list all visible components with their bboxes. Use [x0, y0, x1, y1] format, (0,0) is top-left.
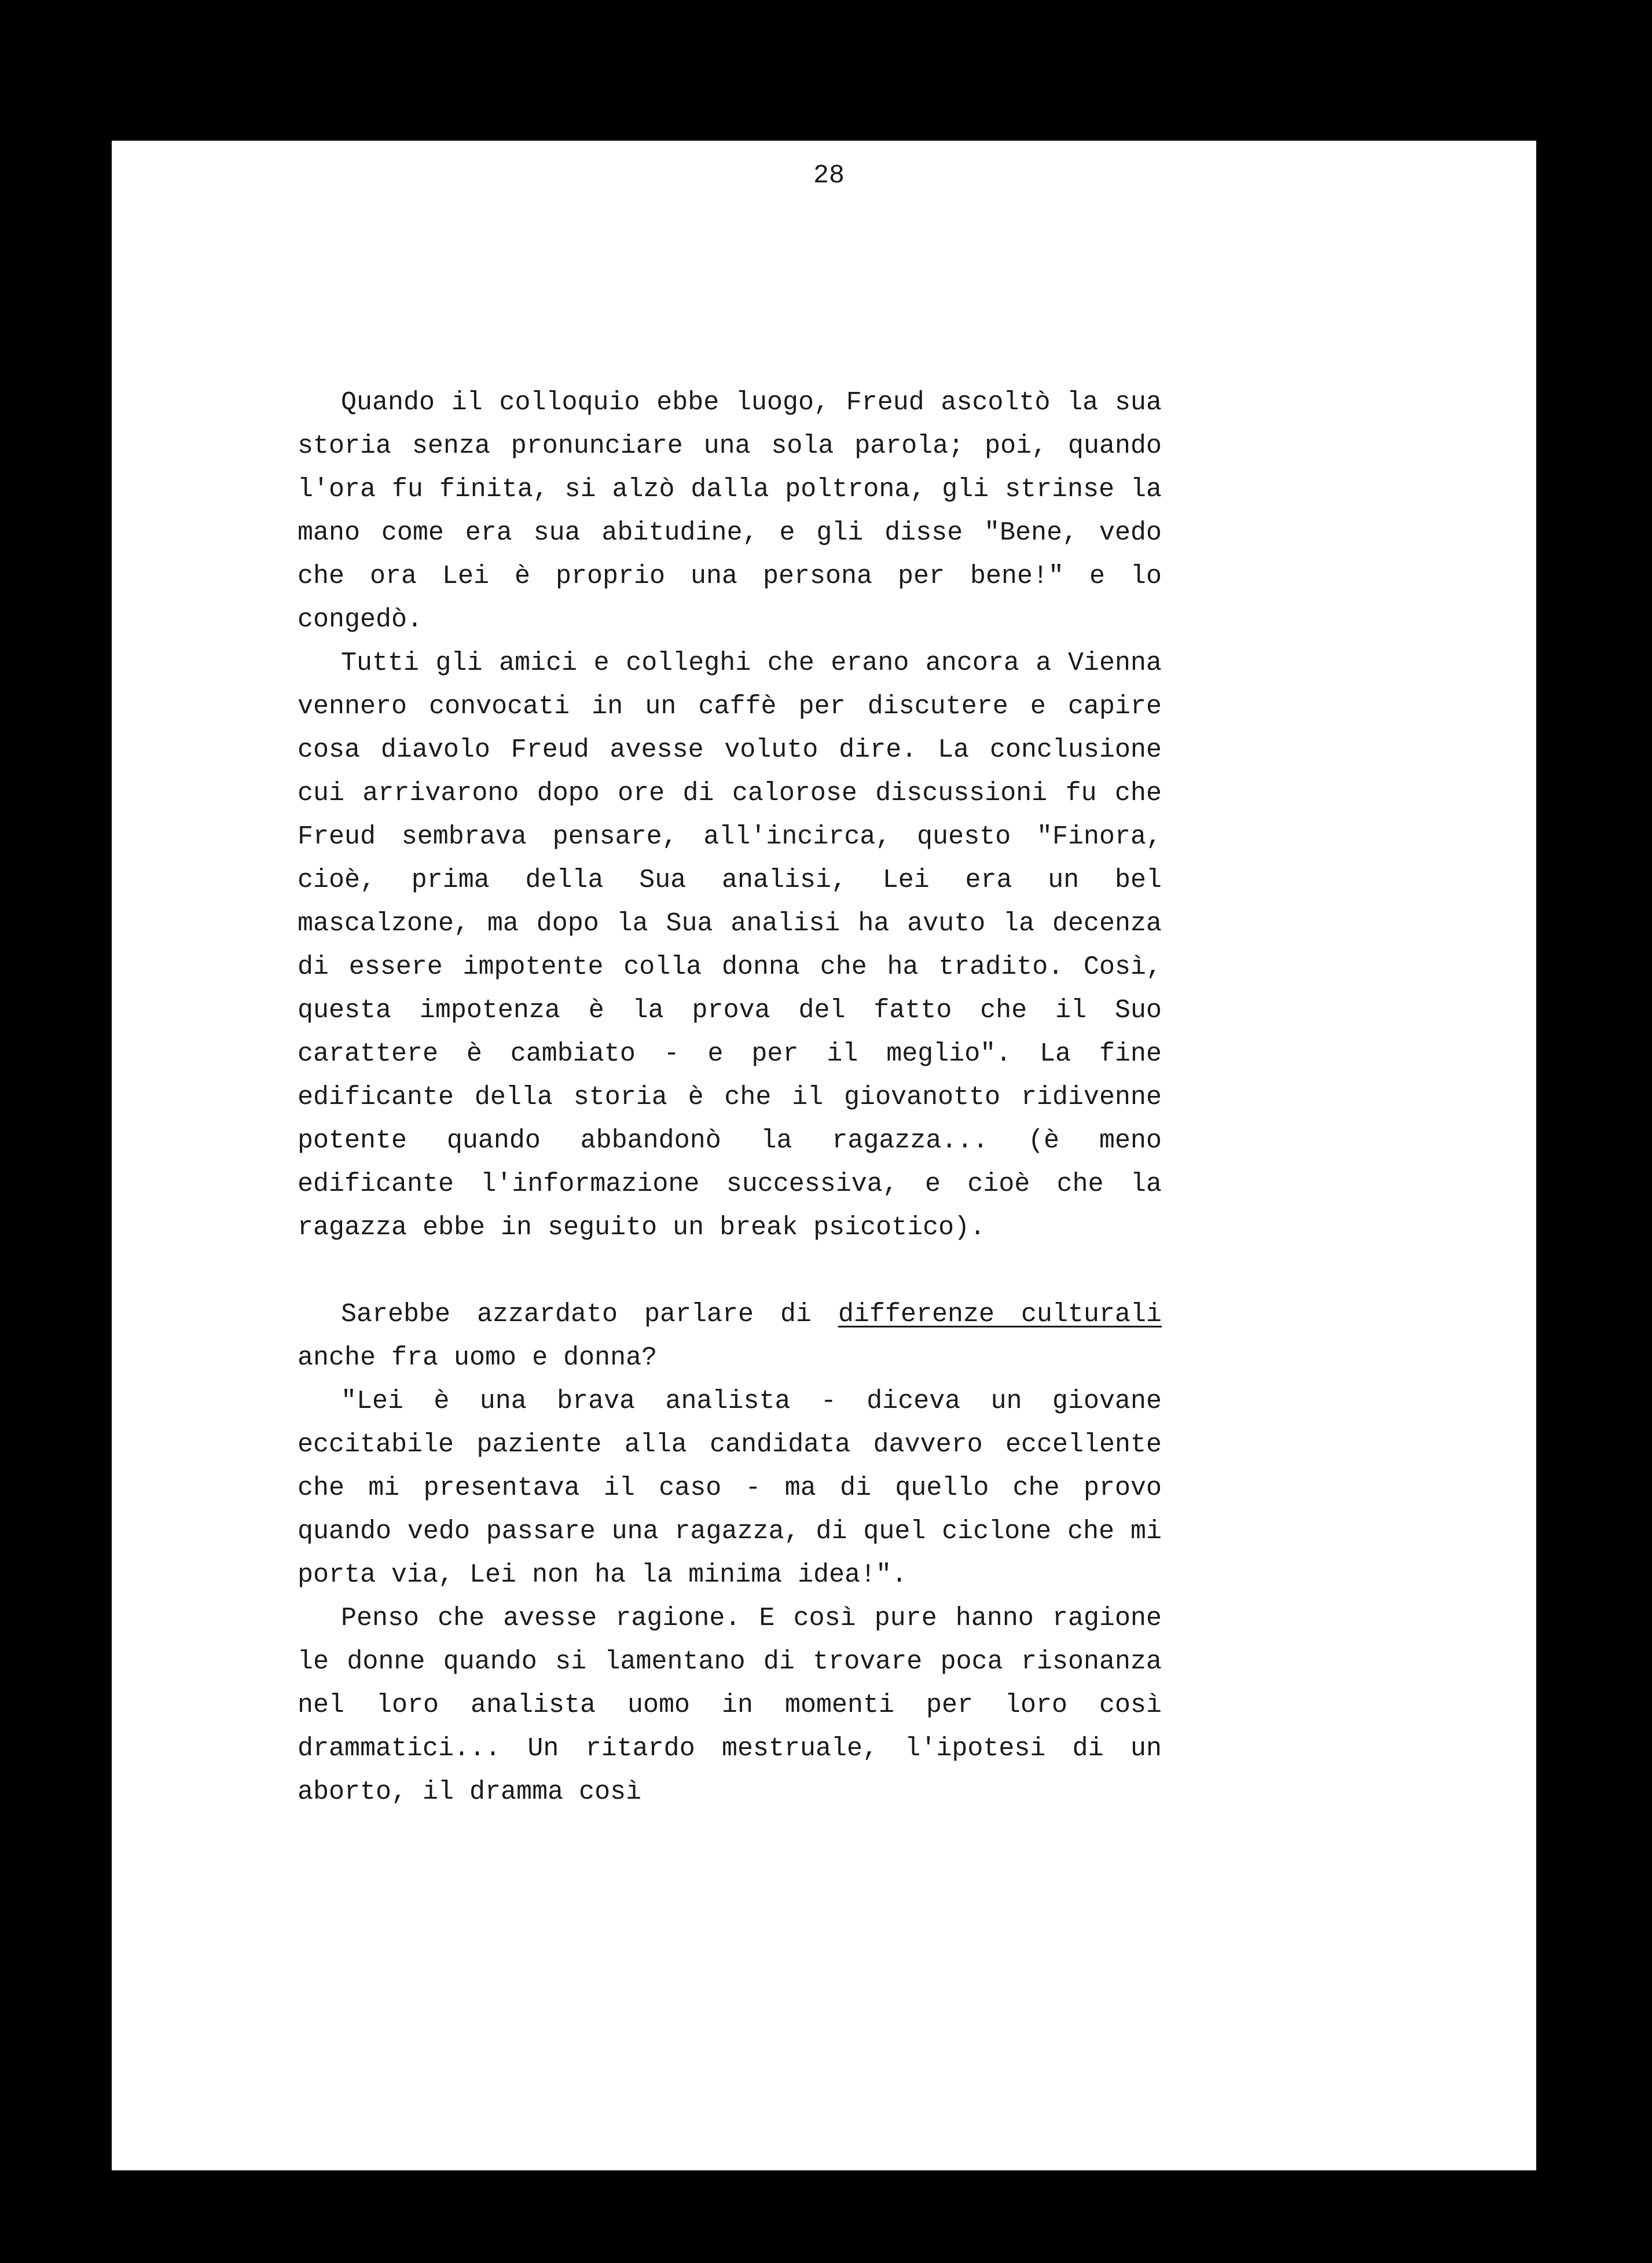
- paragraph-4: Penso che avesse ragione. E così pure hanno ragione le donne quando si lamentano di trovare poca risonanza nel loro analista uomo in momenti per loro così drammatici... Un ritardo mestruale, l'ipotesi di un aborto, il dramma così: [298, 1604, 1162, 1807]
- paragraph-2: Tutti gli amici e colleghi che erano ancora a Vienna vennero convocati in un caffè per discutere e capire cosa diavolo Freud avesse voluto dire. La conclusione cui arrivarono dopo ore di calorose discussioni fu che Freud sembrava pensare, all'incirca, questo "Finora, cioè, prima della Sua analisi, Lei era un bel mascalzone, ma dopo la Sua analisi ha avuto la decenza di essere impotente colla donna che ha tradito. Così, questa impotenza è la prova del fatto che il Suo carattere è cambiato - e per il meglio". La fine edificante della storia è che il giovanotto ridivenne potente quando abbandonò la ragazza... (è meno edificante l'informazione successiva, e cioè che la ragazza ebbe in seguito un break psicotico).: [298, 648, 1162, 1242]
- question-after: anche fra uomo e donna?: [298, 1343, 658, 1373]
- paragraph-1: Quando il colloquio ebbe luogo, Freud ascoltò la sua storia senza pronunciare una sola parola; poi, quando l'ora fu finita, si alzò dalla poltrona, gli strinse la mano come era sua abitudine, e gli disse "Bene, vedo che ora Lei è proprio una persona per bene!" e lo congedò.: [298, 388, 1162, 634]
- paragraph-3: "Lei è una brava analista - diceva un giovane eccitabile paziente alla candidata davvero eccellente che mi presentava il caso - ma di quello che provo quando vedo passare una ragazza, di quel ciclone che mi porta via, Lei non ha la minima idea!".: [298, 1387, 1162, 1590]
- body-text: [298, 381, 1162, 1814]
- question-before: Sarebbe azzardato parlare di: [341, 1300, 838, 1329]
- underlined-phrase: differenze culturali: [838, 1300, 1162, 1329]
- paragraph-question: [298, 1293, 1162, 1380]
- page-number: 28: [813, 161, 845, 190]
- paragraph-gap: [298, 1249, 1162, 1293]
